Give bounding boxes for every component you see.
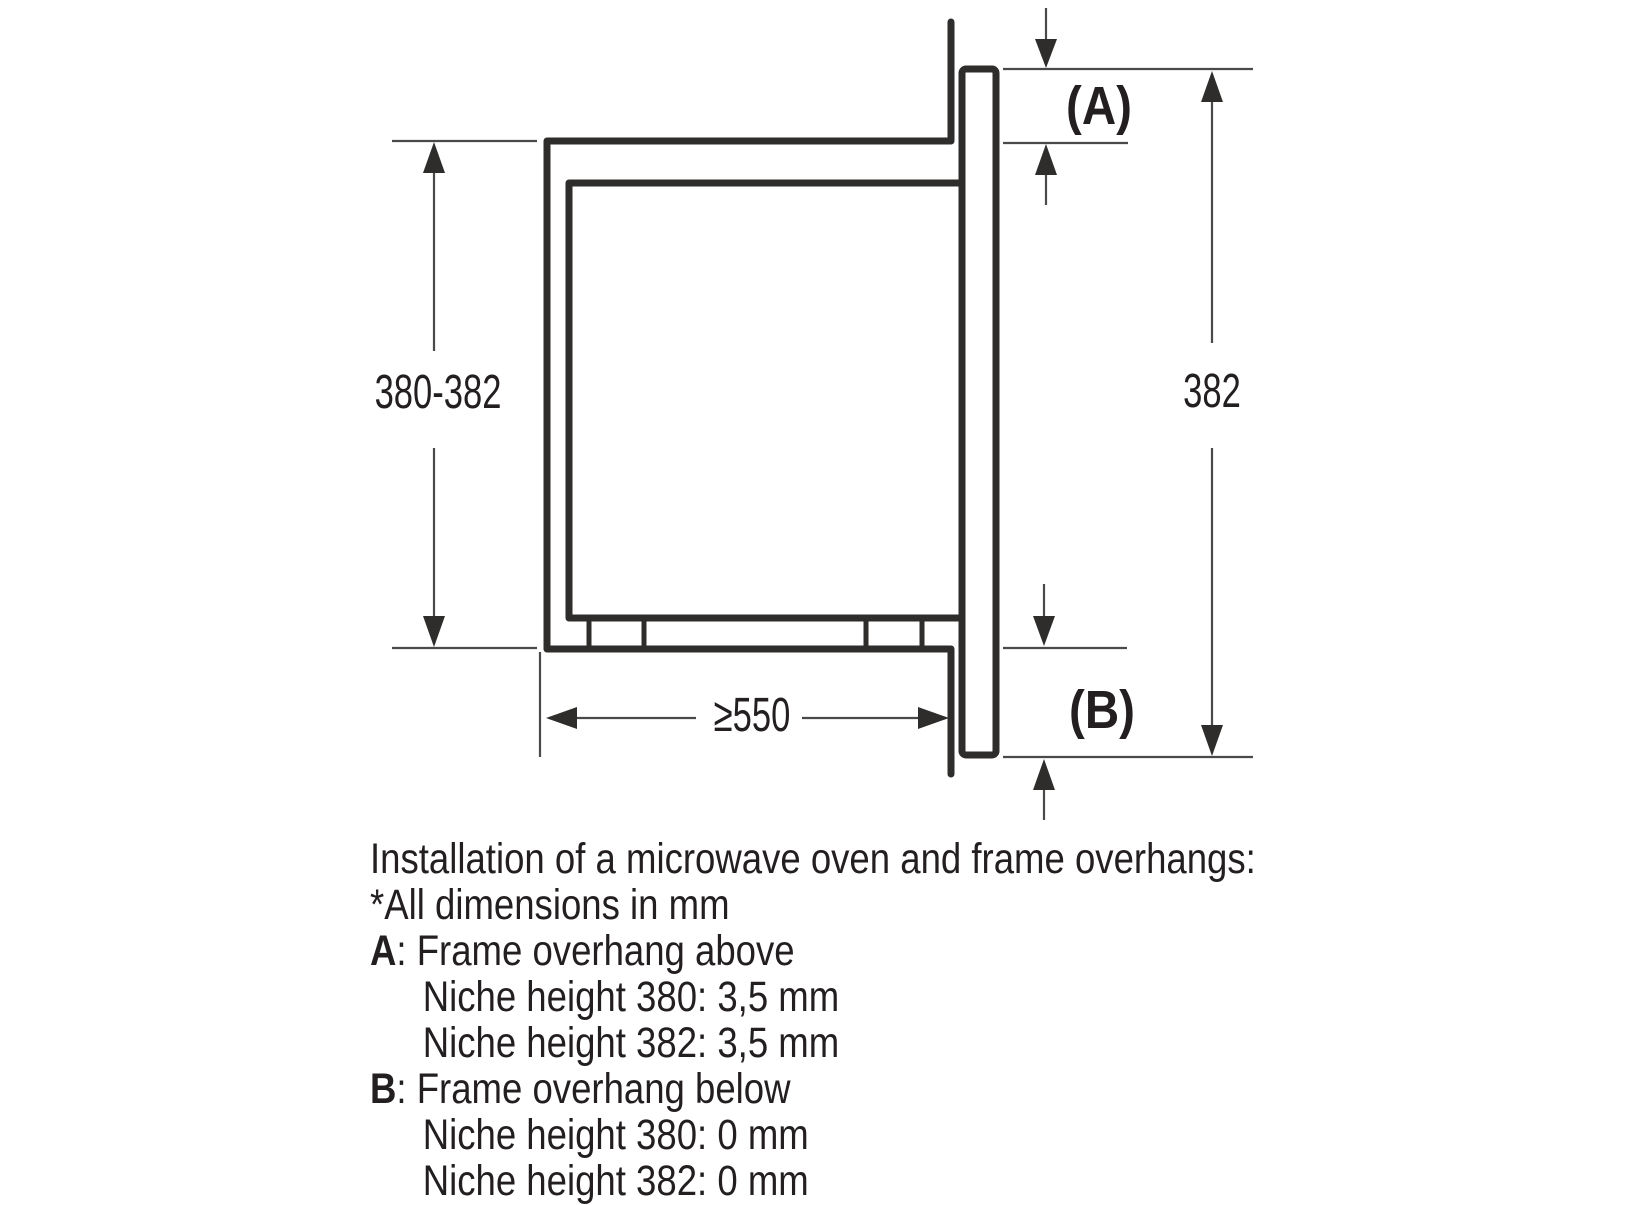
note-item-a-key: A — [370, 927, 397, 975]
cabinet-niche-path — [547, 22, 951, 774]
arrow-overhang-b-down — [1033, 616, 1055, 646]
microwave-body-path — [569, 183, 963, 618]
microwave-foot-left — [589, 620, 644, 646]
arrow-frame-height-top — [1201, 71, 1223, 102]
overhang-above-label: (A) — [1066, 76, 1132, 136]
arrow-overhang-b-up — [1033, 759, 1055, 790]
note-item-a-detail-2: Niche height 382: 3,5 mm — [422, 1019, 840, 1067]
niche-height-dimension-label: 380-382 — [372, 369, 505, 417]
niche-depth-dimension-label: ≥550 — [711, 692, 793, 740]
microwave-foot-right — [866, 620, 922, 646]
arrow-depth-left — [546, 707, 577, 729]
notes-title: Installation of a microwave oven and frame overhangs: — [370, 835, 1256, 883]
note-item-b-key: B — [370, 1065, 397, 1113]
note-item-a-text: : Frame overhang above — [396, 927, 795, 975]
frame-height-dimension-label: 382 — [1180, 368, 1243, 416]
note-item-a-detail-1: Niche height 380: 3,5 mm — [422, 973, 840, 1021]
cabinet-niche-outline — [547, 22, 951, 774]
frame-panel — [962, 69, 996, 755]
note-item-b-text: : Frame overhang below — [396, 1065, 791, 1113]
arrow-overhang-a-down — [1035, 39, 1057, 68]
arrow-frame-height-bottom — [1201, 725, 1223, 756]
notes-block — [370, 836, 1256, 1204]
arrowheads — [423, 39, 1223, 790]
microwave-body — [569, 183, 963, 646]
note-item-b — [370, 1066, 1256, 1112]
notes-units: *All dimensions in mm — [370, 881, 730, 929]
note-item-b-detail-1: Niche height 380: 0 mm — [422, 1111, 809, 1159]
arrow-depth-right — [918, 707, 949, 729]
overhang-below-label: (B) — [1069, 680, 1135, 740]
arrow-niche-height-top — [423, 142, 445, 173]
arrow-niche-height-bottom — [423, 616, 445, 647]
arrow-overhang-a-up — [1035, 144, 1057, 175]
note-item-a — [370, 928, 1256, 974]
note-item-b-detail-2: Niche height 382: 0 mm — [422, 1157, 809, 1205]
